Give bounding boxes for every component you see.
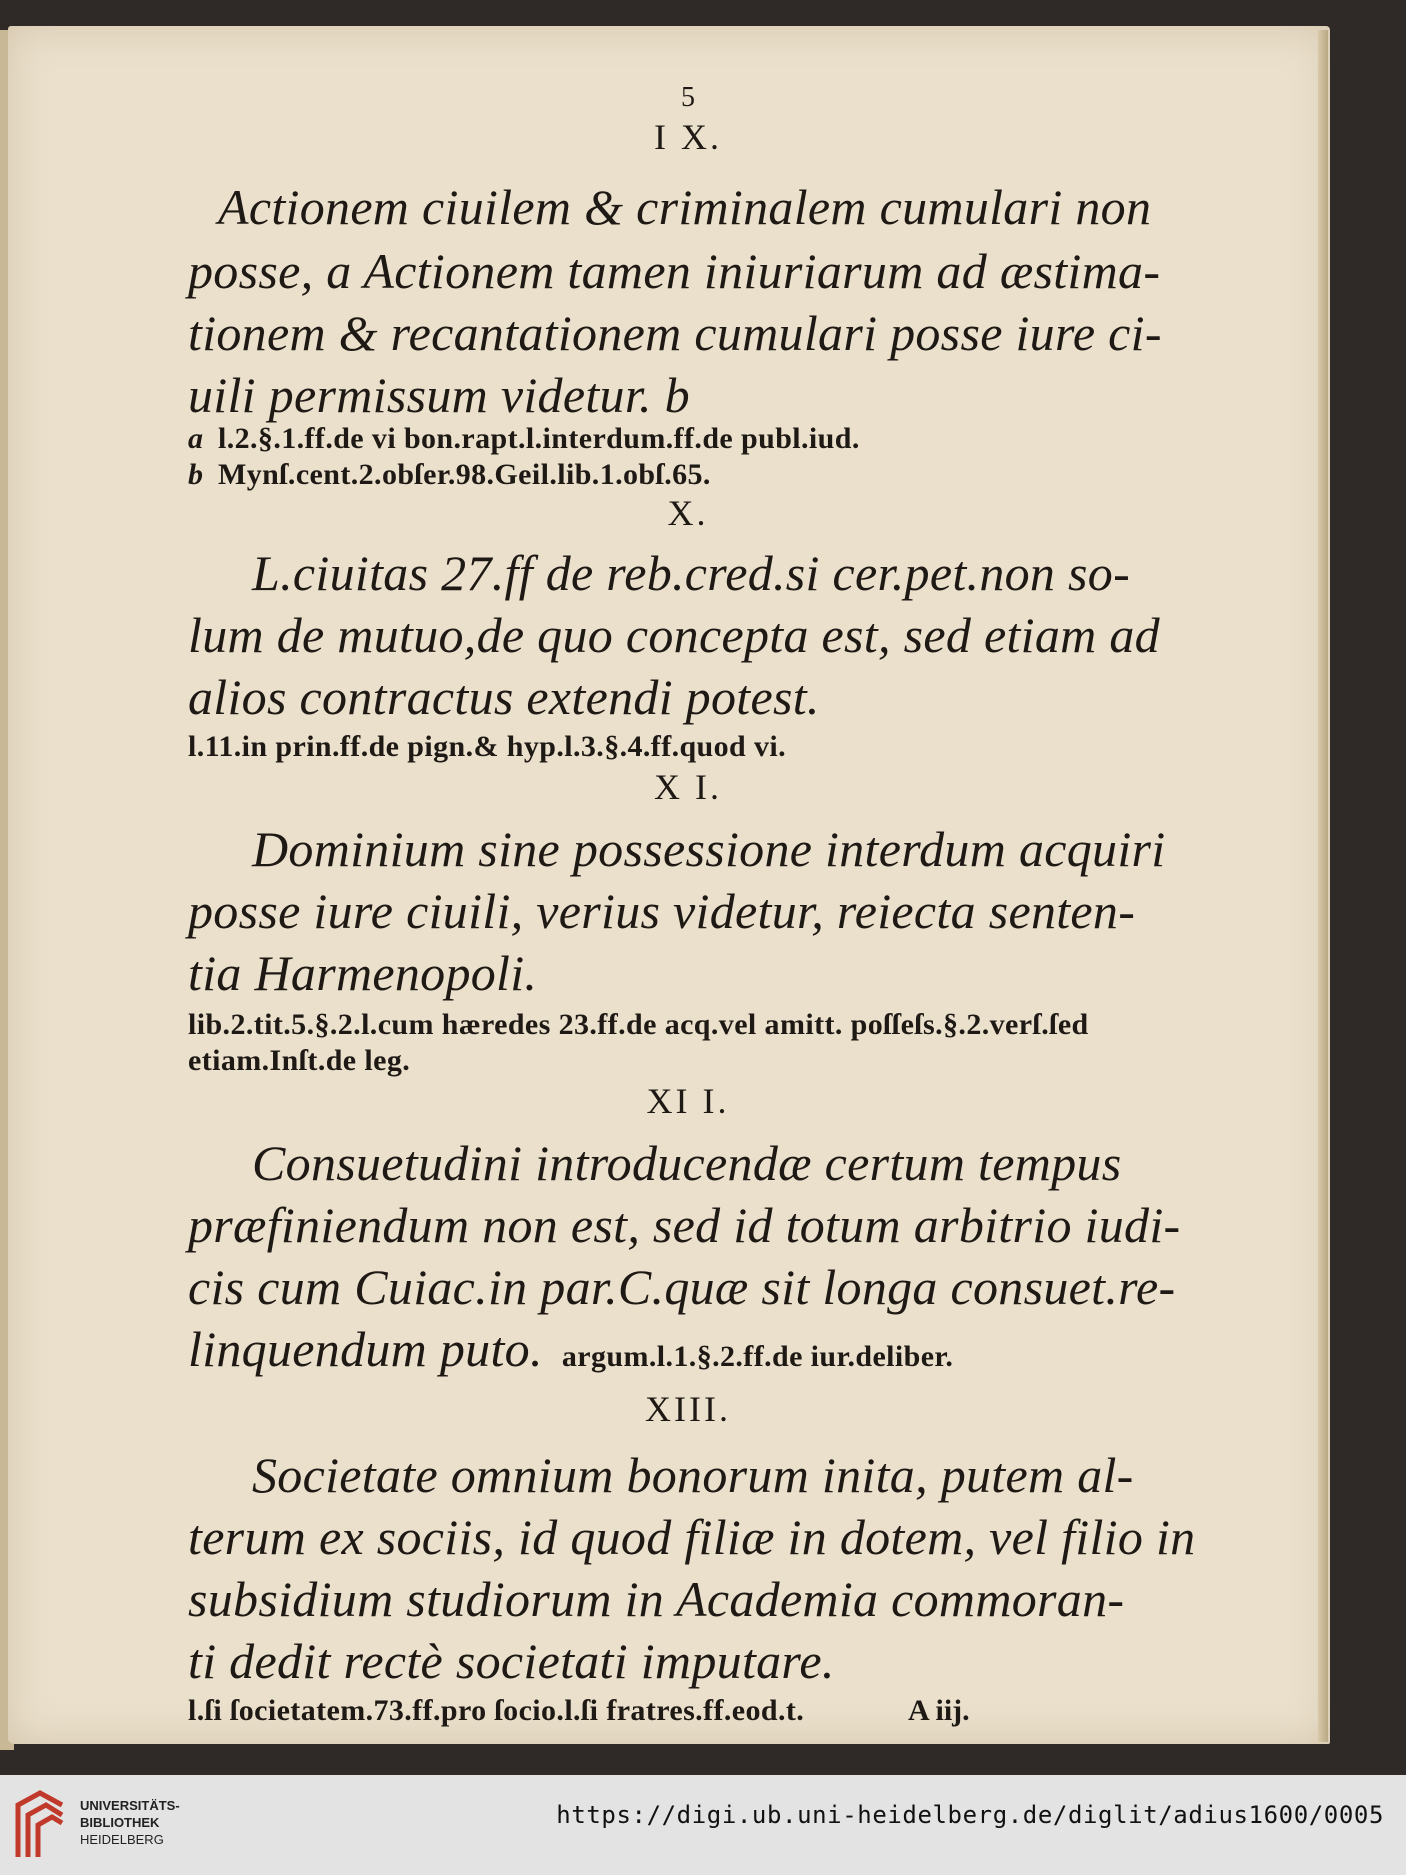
- text-line: posse, a Actionem tamen iniuriarum ad æstima-: [188, 243, 1161, 299]
- page-edge-shadow: [1318, 30, 1328, 1742]
- library-name: [80, 1797, 180, 1848]
- text-line: lum de mutuo,de quo concepta est, sed etiam ad: [188, 607, 1160, 663]
- text-line: L.ciuitas 27.ff de reb.cred.si cer.pet.non so-: [252, 545, 1131, 601]
- citation-line: l.ſi ſocietatem.73.ff.pro ſocio.l.ſi fratres.ff.eod.t.: [188, 1694, 805, 1727]
- page-text-area: [188, 82, 1196, 1762]
- text-line: linquendum puto.: [188, 1321, 543, 1377]
- text-line: ti dedit rectè societati imputare.: [188, 1633, 835, 1689]
- text-line: terum ex sociis, id quod filiæ in dotem, vel filio in: [188, 1509, 1196, 1565]
- citation-line: l.11.in prin.ff.de pign.& hyp.l.3.§.4.ff.quod vi.: [188, 730, 787, 763]
- section-heading-xi: X I.: [654, 767, 722, 807]
- section-heading-xiii: XIII.: [645, 1389, 731, 1429]
- text-line-with-citation: [188, 1320, 953, 1378]
- signature-mark: A iij.: [908, 1694, 970, 1727]
- viewer-footer: [0, 1775, 1406, 1875]
- inline-citation: argum.l.1.§.2.ff.de iur.deliber.: [561, 1340, 954, 1373]
- text-line: tionem & recantationem cumulari posse iure ci-: [188, 305, 1162, 361]
- citation-text: Mynſ.cent.2.obſer.98.Geil.lib.1.obſ.65.: [218, 458, 711, 491]
- section-heading-x: X.: [667, 493, 709, 533]
- citation-line: [188, 458, 711, 492]
- citation-line: lib.2.tit.5.§.2.l.cum hæredes 23.ff.de acq.vel amitt. poſſeſs.§.2.verſ.ſed: [188, 1008, 1089, 1041]
- footnote-marker: b: [188, 458, 204, 491]
- page-number: 5: [681, 82, 695, 113]
- text-line: tia Harmenopoli.: [188, 945, 538, 1001]
- text-line: Consuetudini introducendæ certum tempus: [252, 1135, 1122, 1191]
- permalink-url[interactable]: https://digi.ub.uni-heidelberg.de/diglit/adius1600/0005: [556, 1801, 1384, 1829]
- library-logo-icon[interactable]: [12, 1787, 72, 1863]
- citation-text: l.2.§.1.ff.de vi bon.rapt.l.interdum.ff.de publ.iud.: [218, 422, 860, 455]
- text-line: cis cum Cuiac.in par.C.quæ sit longa consuet.re-: [188, 1259, 1176, 1315]
- section-heading-xii: XI I.: [646, 1081, 730, 1121]
- citation-line: [188, 422, 860, 456]
- text-line: Actionem ciuilem & criminalem cumulari non: [218, 179, 1152, 235]
- text-line: Dominium sine possessione interdum acquiri: [252, 821, 1166, 877]
- text-line: alios contractus extendi potest.: [188, 669, 820, 725]
- library-name-line: UNIVERSITÄTS-: [80, 1798, 180, 1813]
- citation-line: etiam.Inſt.de leg.: [188, 1044, 411, 1077]
- text-line: Societate omnium bonorum inita, putem al-: [252, 1447, 1134, 1503]
- text-line: subsidium studiorum in Academia commoran-: [188, 1571, 1125, 1627]
- book-page: [8, 26, 1330, 1744]
- footnote-marker: a: [188, 422, 204, 455]
- library-name-line: BIBLIOTHEK: [80, 1815, 160, 1830]
- text-line: posse iure ciuili, verius videtur, reiecta senten-: [188, 883, 1136, 939]
- section-heading-ix: I X.: [654, 117, 722, 157]
- text-line: præfiniendum non est, sed id totum arbitrio iudi-: [188, 1197, 1181, 1253]
- text-line: uili permissum videtur. b: [188, 367, 690, 423]
- library-name-line: HEIDELBERG: [80, 1832, 164, 1847]
